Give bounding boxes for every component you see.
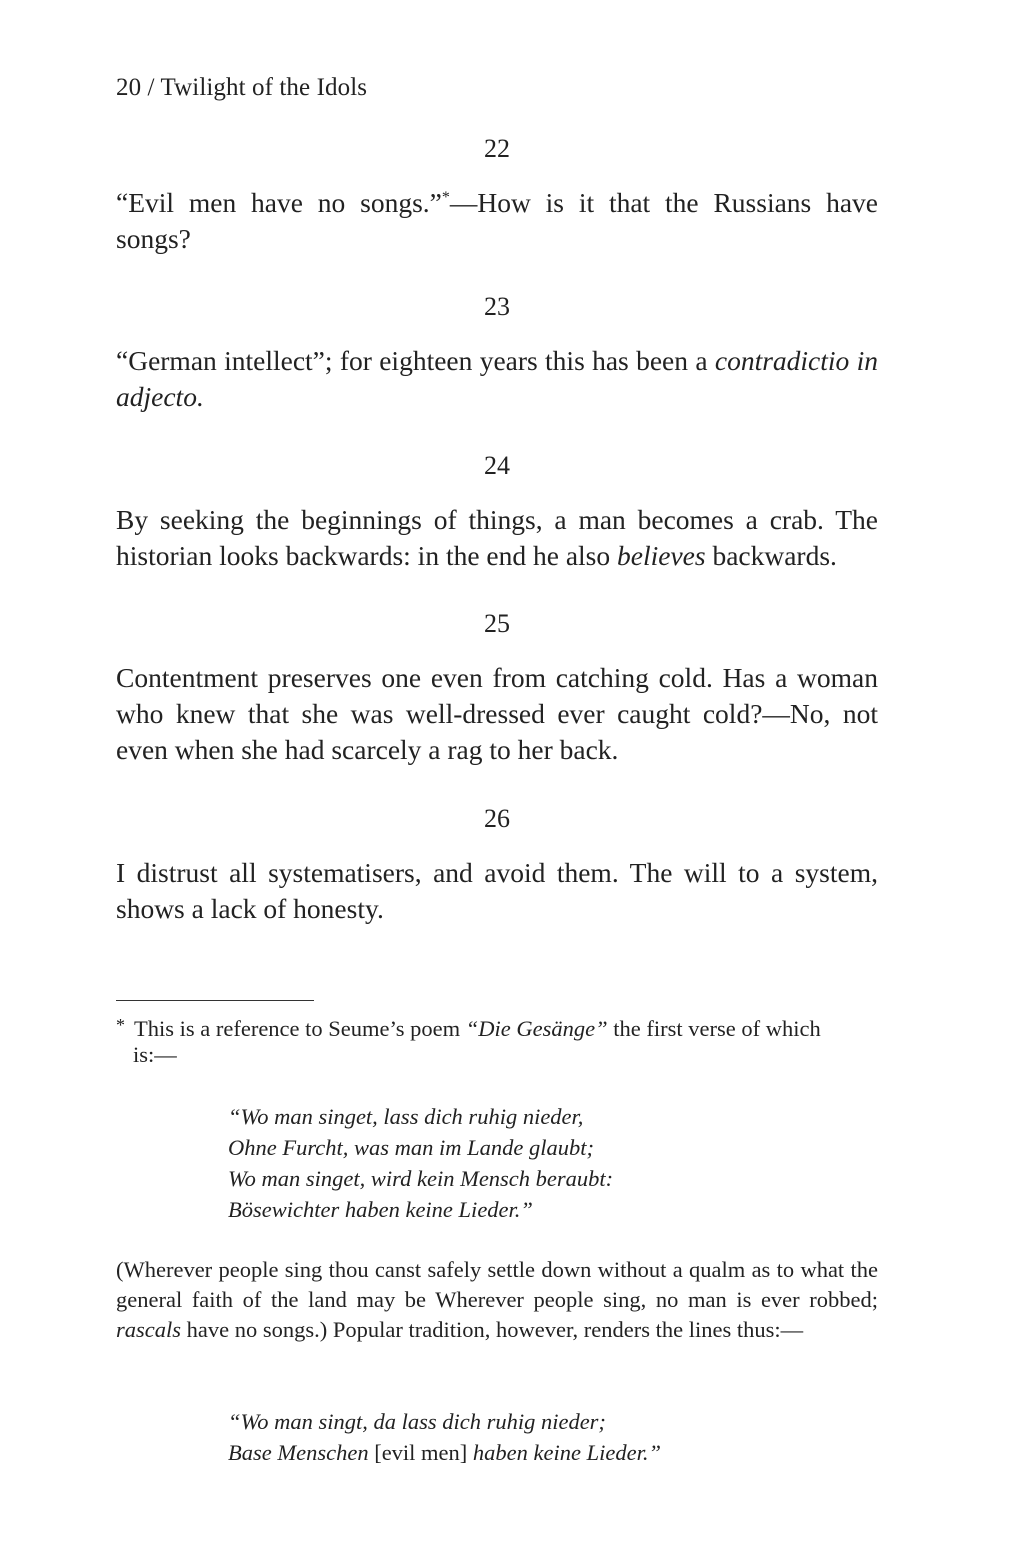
aphorism-23 bbox=[116, 290, 878, 415]
footnote-intro: * This is a reference to Seume’s poem “Die Gesänge” the first verse of which bbox=[116, 1010, 878, 1044]
aphorism-text: “Evil men have no songs.”*—How is it that the Russians have songs? bbox=[116, 187, 878, 254]
verse-line: Base Menschen [evil men] haben keine Lieder.” bbox=[228, 1440, 662, 1465]
aphorism-number: 23 bbox=[484, 292, 510, 321]
aphorism-text: Contentment preserves one even from catching cold. Has a woman who knew that she was well-dressed ever caught cold?—No, not even when she had scarcely a rag to her back. bbox=[116, 662, 878, 765]
verse-line: “Wo man singet, lass dich ruhig nieder, bbox=[228, 1104, 584, 1129]
verse-line: Ohne Furcht, was man im Lande glaubt; bbox=[228, 1135, 595, 1160]
latin-phrase: contradictio in adjecto. bbox=[116, 345, 878, 412]
footnote-intro-continued: is:— bbox=[133, 1042, 177, 1067]
aphorism-25 bbox=[116, 607, 878, 768]
verse-original bbox=[228, 1101, 613, 1225]
emphasis: believes bbox=[617, 540, 706, 571]
aphorism-text: “German intellect”; for eighteen years this has been a contradictio in adjecto. bbox=[116, 345, 878, 412]
verse-line: “Wo man singt, da lass dich ruhig nieder; bbox=[228, 1409, 606, 1434]
footnote-reference[interactable]: * bbox=[441, 189, 450, 206]
verse-popular bbox=[228, 1406, 661, 1468]
footnote-rule bbox=[116, 1000, 314, 1001]
aphorism-number: 26 bbox=[484, 804, 510, 833]
aphorism-text: By seeking the beginnings of things, a man becomes a crab. The historian looks backwards: in the end he also believes backwards. bbox=[116, 504, 878, 571]
aphorism-number: 25 bbox=[484, 609, 510, 638]
verse-line: Bösewichter haben keine Lieder.” bbox=[228, 1197, 533, 1222]
footnote-translation: (Wherever people sing thou canst safely settle down without a qualm as to what the general faith of the land may be Wherever people sing, no man is ever robbed; rascals have no songs.) Popular tradition, however, renders the lines thus:— bbox=[116, 1257, 878, 1342]
running-head: 20 / Twilight of the Idols bbox=[116, 74, 368, 101]
verse-line: Wo man singet, wird kein Mensch beraubt: bbox=[228, 1166, 614, 1191]
aphorism-number: 24 bbox=[484, 451, 510, 480]
poem-title: “Die Gesänge” bbox=[465, 1016, 608, 1041]
aphorism-22 bbox=[116, 132, 878, 257]
aphorism-number: 22 bbox=[484, 134, 510, 163]
aphorism-26 bbox=[116, 802, 878, 927]
aphorism-24 bbox=[116, 449, 878, 574]
footnote-marker: * bbox=[116, 1015, 125, 1035]
emphasis: rascals bbox=[116, 1317, 182, 1342]
translator-gloss: [evil men] bbox=[374, 1440, 468, 1465]
aphorism-text: I distrust all systematisers, and avoid them. The will to a system, shows a lack of honesty. bbox=[116, 857, 878, 924]
